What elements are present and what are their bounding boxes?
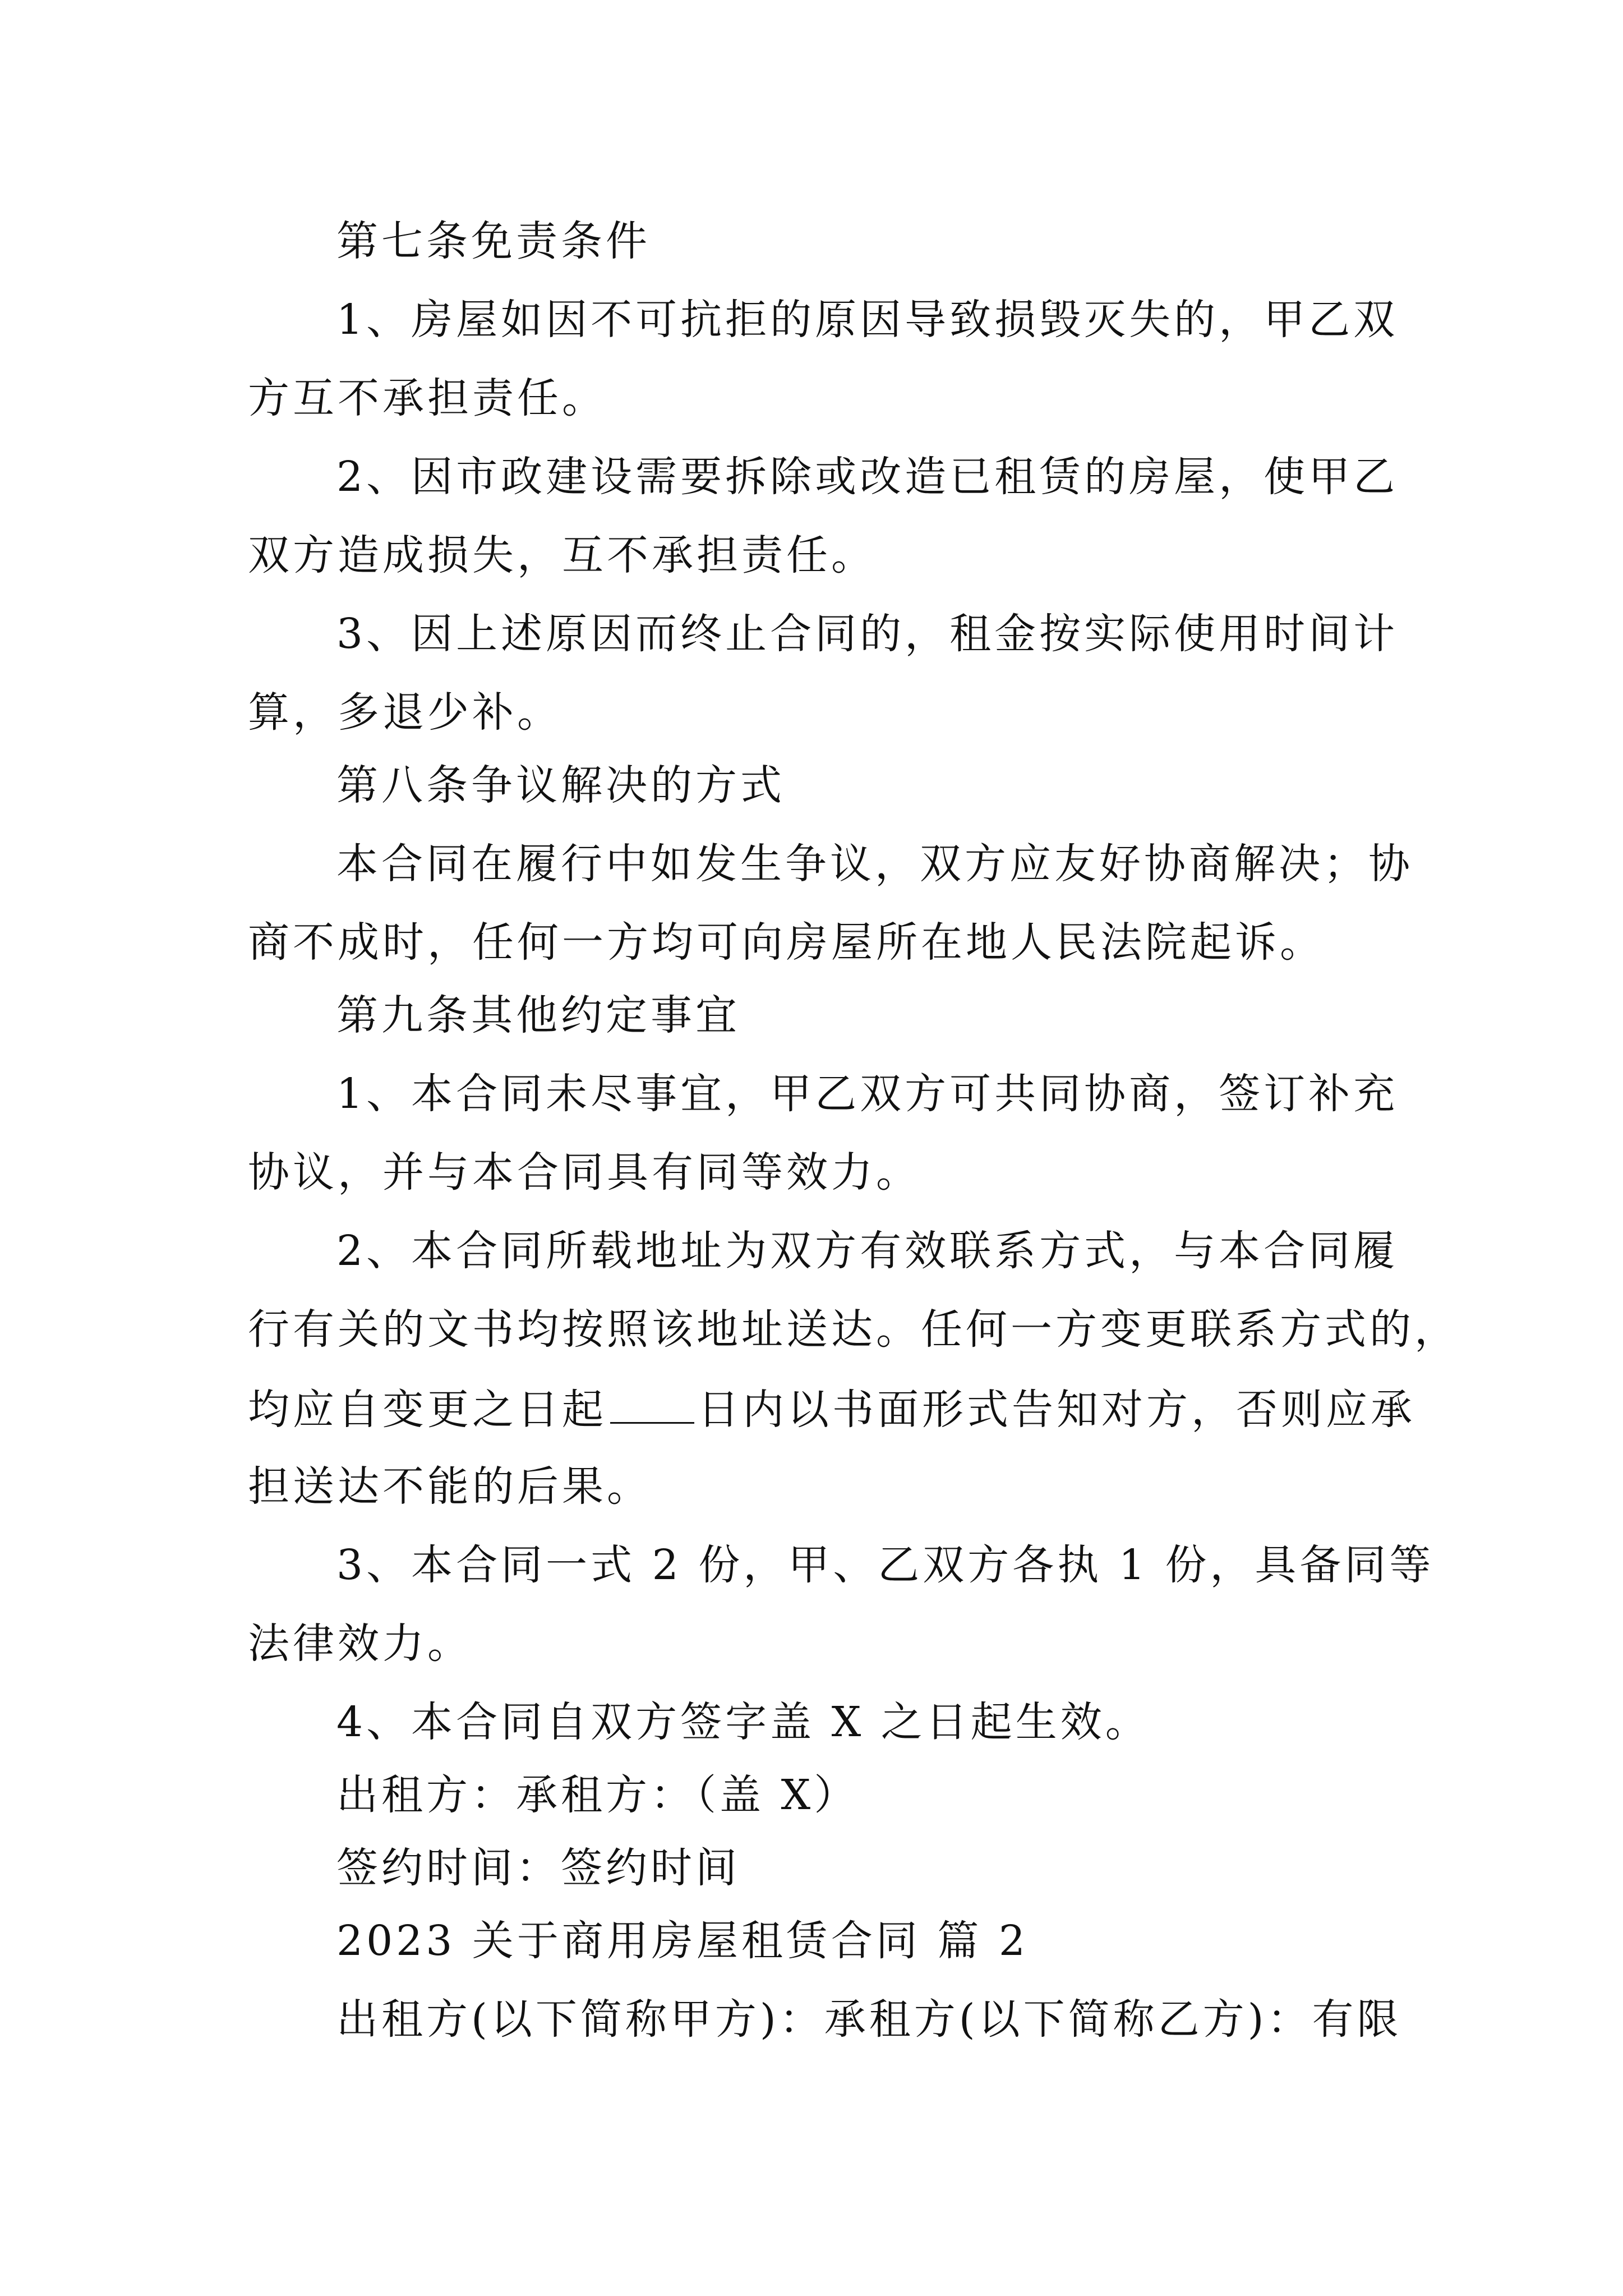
section-title: 2023 关于商用房屋租赁合同 篇 2 — [336, 1917, 1029, 1965]
paragraph-line: 商不成时，任何一方均可向房屋所在地人民法院起诉。 — [248, 918, 1325, 967]
paragraph-line: 出租方(以下简称甲方)：承租方(以下简称乙方)：有限 — [336, 1995, 1402, 2044]
paragraph-line: 4、本合同自双方签字盖 X 之日起生效。 — [336, 1698, 1150, 1746]
paragraph-line: 双方造成损失，互不承担责任。 — [248, 531, 876, 579]
paragraph-line: 2、本合同所载地址为双方有效联系方式，与本合同履 — [336, 1227, 1399, 1275]
paragraph-line: 3、本合同一式 2 份，甲、乙双方各执 1 份，具备同等 — [336, 1541, 1435, 1589]
paragraph-line-with-blank — [248, 1386, 1415, 1434]
paragraph-line: 2、因市政建设需要拆除或改造已租赁的房屋，使甲乙 — [336, 453, 1399, 501]
paragraph-line: 算，多退少补。 — [248, 688, 562, 737]
paragraph-line: 行有关的文书均按照该地址送达。任何一方变更联系方式的， — [248, 1305, 1459, 1354]
paragraph-line: 本合同在履行中如发生争议，双方应友好协商解决；协 — [336, 840, 1413, 888]
paragraph-line: 担送达不能的后果。 — [248, 1462, 652, 1511]
section-heading-8: 第八条争议解决的方式 — [336, 761, 785, 809]
line-segment-after-blank: 日内以书面形式告知对方，否则应承 — [698, 1386, 1415, 1434]
paragraph-line: 1、本合同未尽事宜，甲乙双方可共同协商，签订补充 — [336, 1070, 1399, 1118]
signature-parties: 出租方：承租方：（盖 X） — [336, 1771, 859, 1819]
section-heading-7: 第七条免责条件 — [336, 217, 651, 265]
paragraph-line: 法律效力。 — [248, 1619, 472, 1668]
section-heading-9: 第九条其他约定事宜 — [336, 991, 740, 1039]
paragraph-line: 3、因上述原因而终止合同的，租金按实际使用时间计 — [336, 610, 1399, 658]
fill-in-blank — [610, 1387, 694, 1424]
paragraph-line: 协议，并与本合同具有同等效力。 — [248, 1148, 921, 1197]
paragraph-line: 方互不承担责任。 — [248, 374, 607, 422]
signing-date: 签约时间：签约时间 — [336, 1844, 740, 1892]
paragraph-line: 1、房屋如因不可抗拒的原因导致损毁灭失的，甲乙双 — [336, 296, 1399, 344]
line-segment-before-blank: 均应自变更之日起 — [248, 1386, 607, 1434]
